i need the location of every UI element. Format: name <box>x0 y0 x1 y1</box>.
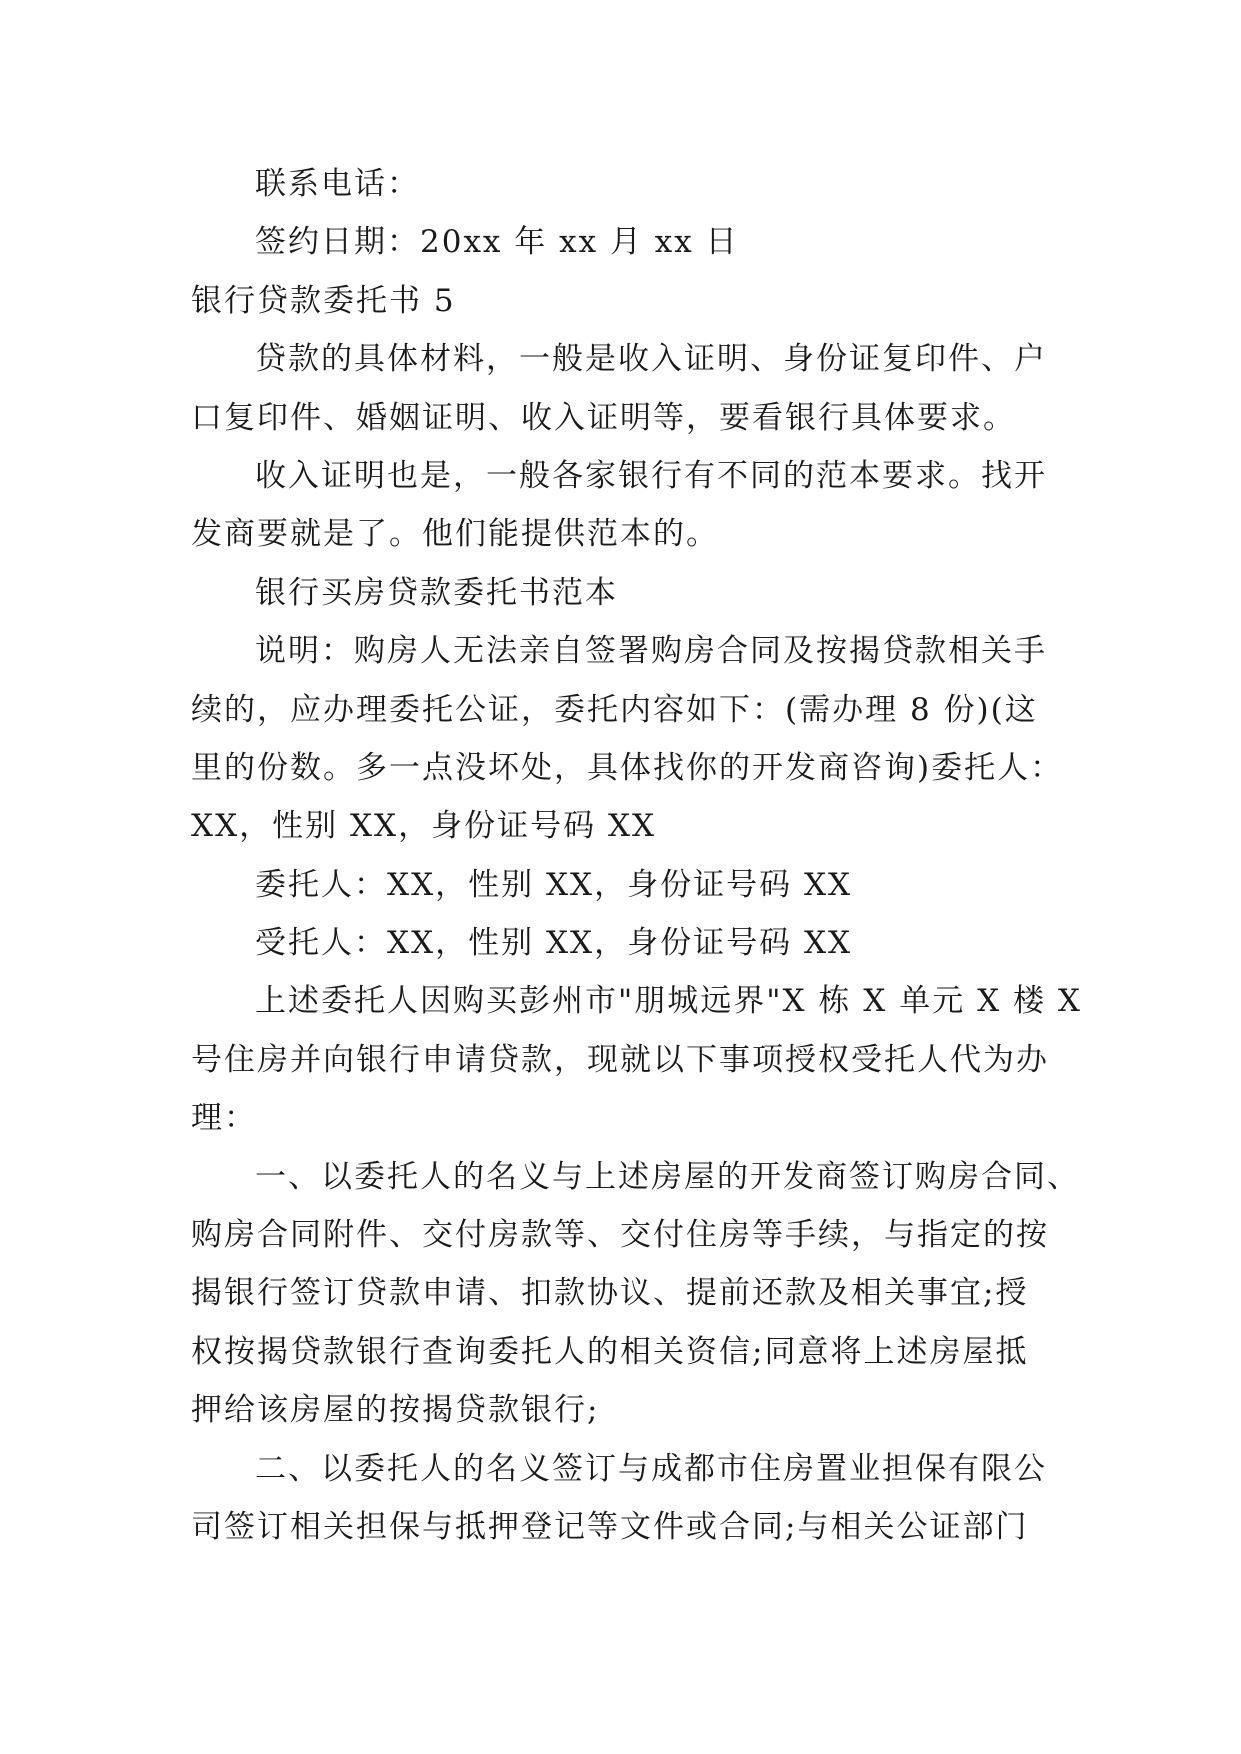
document-body <box>191 155 1082 1556</box>
paragraph-line: 发商要就是了。他们能提供范本的。 <box>191 516 719 553</box>
clause-two-line: 二、以委托人的名义签订与成都市住房置业担保有限公 <box>255 1450 1047 1487</box>
agent-line: 受托人：XX，性别 XX，身份证号码 XX <box>255 925 853 962</box>
paragraph-line: 购房合同附件、交付房款等、交付住房等手续，与指定的按 <box>191 1217 1049 1254</box>
subheading-line: 银行买房贷款委托书范本 <box>255 574 618 611</box>
paragraph-line: 说明：购房人无法亲自签署购房合同及按揭贷款相关手 <box>255 633 1047 670</box>
paragraph-line: 司签订相关担保与抵押登记等文件或合同;与相关公证部门 <box>191 1508 1029 1545</box>
paragraph-line: 收入证明也是，一般各家银行有不同的范本要求。找开 <box>255 457 1047 494</box>
paragraph-line: 权按揭贷款银行查询委托人的相关资信;同意将上述房屋抵 <box>191 1333 1029 1370</box>
paragraph-line: 理： <box>191 1100 257 1137</box>
paragraph-line: 号住房并向银行申请贷款，现就以下事项授权受托人代为办 <box>191 1041 1049 1078</box>
contact-phone-line: 联系电话： <box>255 166 420 202</box>
paragraph-line: 上述委托人因购买彭州市"朋城远界"X 栋 X 单元 X 楼 X <box>255 983 1082 1020</box>
paragraph-line: 押给该房屋的按揭贷款银行; <box>191 1392 600 1429</box>
signing-date-line: 签约日期：20xx 年 xx 月 xx 日 <box>255 224 739 261</box>
paragraph-line: XX，性别 XX，身份证号码 XX <box>191 808 657 845</box>
paragraph-line: 里的份数。多一点没坏处，具体找你的开发商咨询)委托人： <box>191 749 1064 786</box>
section-heading: 银行贷款委托书 5 <box>191 282 456 319</box>
paragraph-line: 揭银行签订贷款申请、扣款协议、提前还款及相关事宜;授 <box>191 1275 1029 1312</box>
principal-line: 委托人：XX，性别 XX，身份证号码 XX <box>255 866 853 903</box>
clause-one-line: 一、以委托人的名义与上述房屋的开发商签订购房合同、 <box>255 1158 1080 1195</box>
paragraph-line: 续的，应办理委托公证，委托内容如下：(需办理 8 份)(这 <box>191 691 1038 728</box>
paragraph-line: 贷款的具体材料，一般是收入证明、身份证复印件、户 <box>255 341 1047 378</box>
paragraph-line: 口复印件、婚姻证明、收入证明等，要看银行具体要求。 <box>191 399 1016 436</box>
